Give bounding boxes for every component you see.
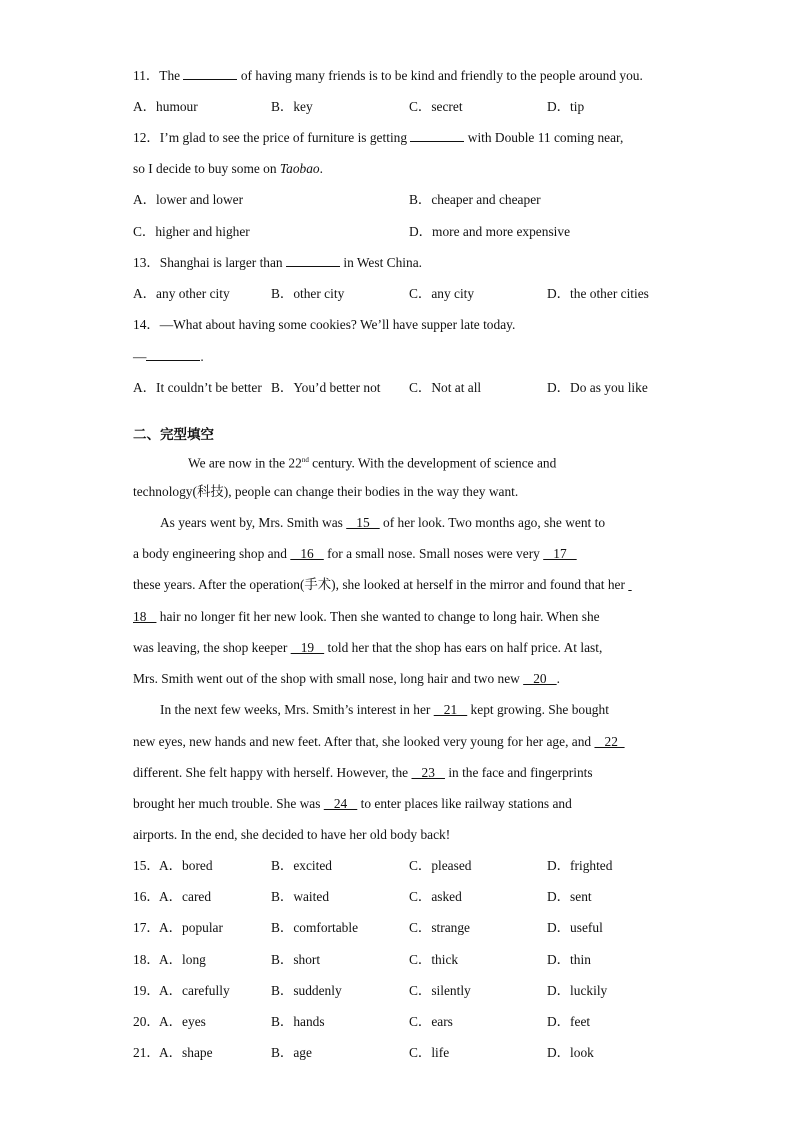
option-a[interactable]: A．carefully: [159, 983, 230, 998]
answer-blank[interactable]: [410, 129, 464, 142]
option-d[interactable]: D．thin: [547, 952, 591, 967]
option-d[interactable]: D．tip: [547, 99, 585, 114]
option-d[interactable]: D．frighted: [547, 858, 613, 873]
passage-p1-line2: technology(科技), people can change their bodies in the way they want.: [133, 484, 519, 499]
blank-16[interactable]: 16: [290, 546, 324, 561]
blank-19[interactable]: 19: [290, 640, 325, 655]
passage-p2-line5: was leaving, the shop keeper 19 told her that the shop has ears on half price. At last,: [133, 640, 603, 655]
option-c[interactable]: C．life: [409, 1045, 450, 1060]
option-c[interactable]: C．asked: [409, 889, 462, 904]
question-13: 13．Shanghai is larger than in West China.: [133, 255, 422, 270]
option-a[interactable]: A．popular: [159, 920, 223, 935]
option-d[interactable]: D．sent: [547, 889, 592, 904]
option-c[interactable]: C．higher and higher: [133, 224, 250, 239]
option-d[interactable]: D．the other cities: [547, 286, 649, 301]
option-c[interactable]: C．strange: [409, 920, 470, 935]
choice-number: 18．: [133, 952, 160, 967]
blank-22[interactable]: 22: [594, 734, 625, 749]
question-number: 13: [133, 255, 147, 270]
passage-p2-line4: 18 hair no longer fit her new look. Then she wanted to change to long hair. When she: [133, 609, 600, 624]
question-11: 11．The of having many friends is to be kind and friendly to the people around you.: [133, 68, 643, 83]
question-stem: Shanghai is larger than: [159, 255, 283, 270]
section-title: 二、完型填空: [133, 427, 214, 443]
blank-20[interactable]: 20: [523, 671, 557, 686]
option-b[interactable]: B．comfortable: [271, 920, 359, 935]
choice-number: 17．: [133, 920, 160, 935]
option-a[interactable]: A．shape: [159, 1045, 213, 1060]
option-a[interactable]: A．cared: [159, 889, 212, 904]
option-a[interactable]: A．eyes: [159, 1014, 206, 1029]
option-d[interactable]: D．feet: [547, 1014, 591, 1029]
passage-p2-line6: Mrs. Smith went out of the shop with small nose, long hair and two new 20 .: [133, 671, 560, 686]
option-b[interactable]: B．age: [271, 1045, 312, 1060]
taobao-text: Taobao: [279, 161, 320, 176]
option-b[interactable]: B．excited: [271, 858, 332, 873]
option-d[interactable]: D．Do as you like: [547, 380, 648, 395]
option-d[interactable]: D．more and more expensive: [409, 224, 571, 239]
blank-21[interactable]: 21: [433, 702, 468, 717]
option-b[interactable]: B．cheaper and cheaper: [409, 192, 541, 207]
option-a[interactable]: A．humour: [133, 99, 198, 114]
choice-number: 21．: [133, 1045, 160, 1060]
choice-number: 16．: [133, 889, 160, 904]
question-stem: —What about having some cookies? We’ll have supper late today.: [159, 317, 516, 332]
option-c[interactable]: C．ears: [409, 1014, 453, 1029]
question-12-line2: so I decide to buy some on Taobao.: [133, 161, 323, 176]
passage-p1-line1: We are now in the 22nd century. With the development of science and: [188, 455, 557, 471]
passage-p3-line4: brought her much trouble. She was 24 to enter places like railway stations and: [133, 796, 572, 811]
blank-15[interactable]: 15: [346, 515, 380, 530]
option-d[interactable]: D．luckily: [547, 983, 608, 998]
option-a[interactable]: A．long: [159, 952, 206, 967]
passage-p2-line1: As years went by, Mrs. Smith was 15 of her look. Two months ago, she went to: [160, 515, 606, 530]
option-a[interactable]: A．It couldn’t be better: [133, 380, 262, 395]
option-b[interactable]: B．key: [271, 99, 313, 114]
passage-p3-line5: airports. In the end, she decided to have her old body back!: [133, 827, 451, 842]
blank-18[interactable]: 18: [133, 609, 157, 624]
blank-23[interactable]: 23: [411, 765, 445, 780]
option-d[interactable]: D．look: [547, 1045, 594, 1060]
option-b[interactable]: B．suddenly: [271, 983, 342, 998]
option-b[interactable]: B．short: [271, 952, 321, 967]
question-stem: I’m glad to see the price of furniture is getting: [159, 130, 408, 145]
answer-blank[interactable]: [183, 67, 237, 80]
option-c[interactable]: C．thick: [409, 952, 459, 967]
option-b[interactable]: B．waited: [271, 889, 330, 904]
option-a[interactable]: A．bored: [159, 858, 213, 873]
question-stem-end: of having many friends is to be kind and friendly to the people around you.: [240, 68, 643, 83]
answer-blank[interactable]: [286, 254, 340, 267]
option-a[interactable]: A．any other city: [133, 286, 230, 301]
passage-p2-line3: these years. After the operation(手术), she looked at herself in the mirror and found that her: [133, 577, 629, 592]
option-c[interactable]: C．any city: [409, 286, 475, 301]
blank-24[interactable]: 24: [323, 796, 358, 811]
question-number: 14: [133, 317, 147, 332]
option-c[interactable]: C．Not at all: [409, 380, 482, 395]
question-stem: The: [159, 68, 181, 83]
option-c[interactable]: C．pleased: [409, 858, 472, 873]
choice-number: 15．: [133, 858, 160, 873]
option-a[interactable]: A．lower and lower: [133, 192, 244, 207]
choice-number: 19．: [133, 983, 160, 998]
option-d[interactable]: D．useful: [547, 920, 603, 935]
question-number: 12: [133, 130, 147, 145]
question-12: 12．I’m glad to see the price of furniture is getting with Double 11 coming near,: [133, 130, 624, 145]
passage-p3-line3: different. She felt happy with herself. However, the 23 in the face and fingerprints: [133, 765, 593, 780]
passage-p3-line2: new eyes, new hands and new feet. After that, she looked very young for her age, and 22: [133, 734, 625, 749]
question-stem-end: in West China.: [343, 255, 422, 270]
option-b[interactable]: B．other city: [271, 286, 345, 301]
question-stem-end: with Double 11 coming near,: [467, 130, 624, 145]
option-c[interactable]: C．silently: [409, 983, 471, 998]
option-c[interactable]: C．secret: [409, 99, 463, 114]
blank-17[interactable]: 17: [543, 546, 577, 561]
answer-blank[interactable]: [146, 348, 200, 361]
question-14: 14．—What about having some cookies? We’ll have supper late today.: [133, 317, 516, 332]
passage-p3-line1: In the next few weeks, Mrs. Smith’s interest in her 21 kept growing. She bought: [160, 702, 609, 717]
choice-number: 20．: [133, 1014, 160, 1029]
question-14-reply: — .: [133, 349, 204, 364]
option-b[interactable]: B．You’d better not: [271, 380, 381, 395]
passage-p2-line2: a body engineering shop and 16 for a small nose. Small noses were very 17: [133, 546, 577, 561]
option-b[interactable]: B．hands: [271, 1014, 325, 1029]
question-number: 11: [133, 68, 146, 83]
